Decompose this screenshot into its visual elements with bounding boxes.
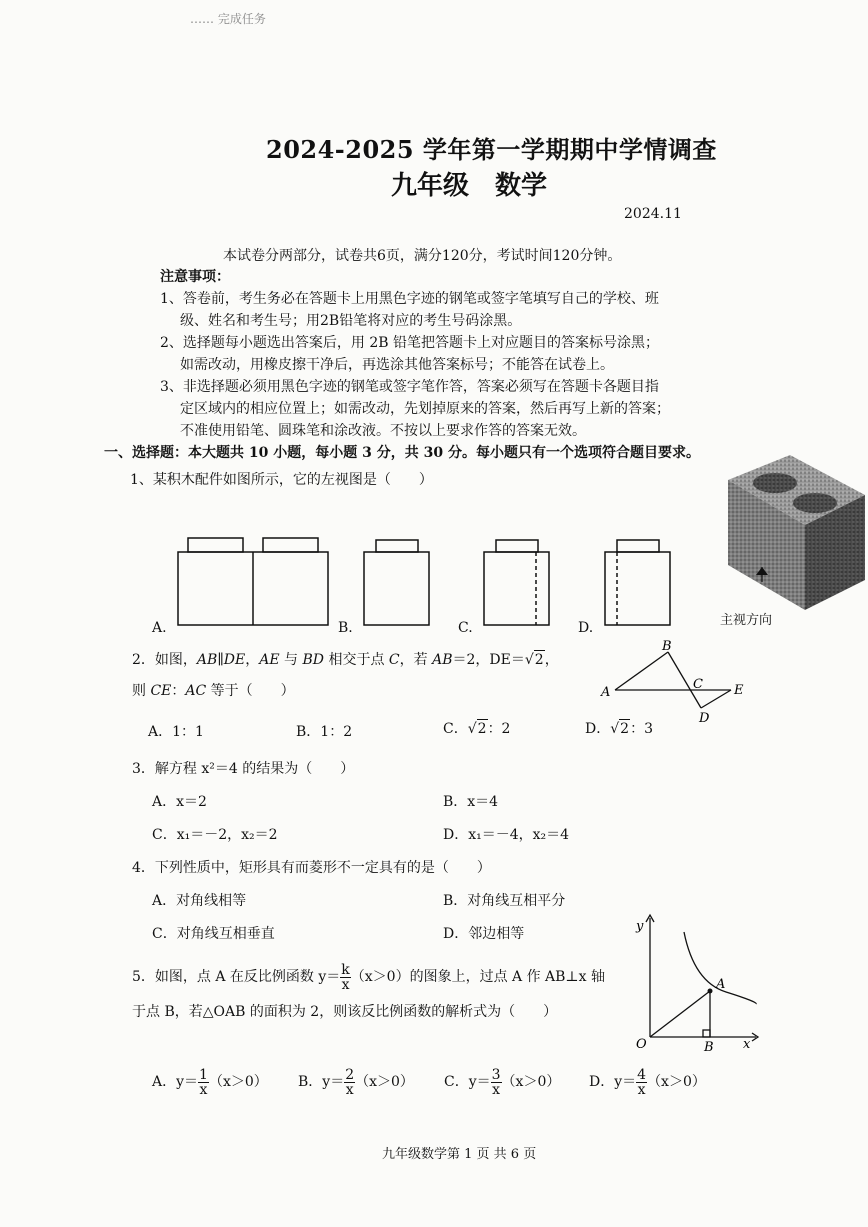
q2-option-d-sqrt: 2: [620, 721, 630, 737]
q5-option-b-prefix: B．y＝: [298, 1074, 345, 1090]
notice-heading: 注意事项：: [160, 269, 230, 285]
q2-stem-part: ，若: [399, 652, 433, 668]
q5-option-b-denominator: x: [345, 1081, 354, 1098]
q1-direction-label: 主视方向: [720, 613, 773, 628]
q5-fraction-denominator: x: [341, 976, 350, 993]
q4-option-a: A．对角线相等: [152, 893, 247, 909]
q5-stem-suffix: 的图象上，过点 A 作 AB⊥x 轴: [409, 969, 605, 985]
q2-stem-part: BD: [302, 652, 324, 668]
q5-option-d-fraction: [636, 1068, 647, 1097]
q2-stem-part: 等于（ ）: [206, 683, 295, 699]
q2-stem-part: AB∥DE: [196, 652, 246, 668]
q2-option-b: B．1：2: [296, 724, 353, 740]
q1-figure-b: [364, 540, 429, 625]
q5-option-b: [298, 1064, 414, 1100]
q3-option-c: C．x₁＝－2，x₂＝2: [152, 827, 278, 843]
q2-option-d: D．√2：3: [585, 721, 653, 737]
q5-label-x: x: [743, 1037, 751, 1052]
notice-line: 3、非选择题必须用黑色字迹的钢笔或签字笔作答，答案必须写在答题卡各题目指: [160, 379, 659, 395]
q3-option-d: D．x₁＝－4，x₂＝4: [443, 827, 570, 843]
q5-option-c-numerator: 3: [491, 1066, 501, 1083]
q1-option-d-label: D.: [578, 620, 594, 636]
notice-line: 2、选择题每小题选出答案后，用 2B 铅笔把答题卡上对应题目的答案标号涂黑；: [160, 335, 660, 351]
header-faint-text: …… 完成任务: [190, 12, 266, 26]
page-footer: 九年级数学第 1 页 共 6 页: [382, 1147, 537, 1162]
q5-figure: [606, 912, 766, 1052]
q4-stem: 4．下列性质中，矩形具有而菱形不一定具有的是（ ）: [132, 860, 491, 876]
q5-label-a: A: [716, 977, 726, 992]
notice-line: 1、答卷前，考生务必在答题卡上用黑色字迹的钢笔或签字笔填写自己的学校、班: [160, 291, 659, 307]
notice-line: 如需改动，用橡皮擦干净后，再选涂其他答案标号；不能答在试卷上。: [180, 357, 614, 373]
q2-stem-part: AC: [185, 683, 207, 699]
q5-option-d-denominator: x: [637, 1081, 646, 1098]
q5-option-a: [152, 1064, 268, 1100]
q2-stem-part: C: [388, 652, 400, 668]
q5-option-a-fraction: [198, 1068, 209, 1097]
q2-option-d-suffix: ：3: [630, 721, 653, 737]
exam-title: 2024-2025 学年第一学期期中学情调查: [266, 135, 717, 164]
q5-option-a-condition: （x＞0）: [208, 1074, 268, 1090]
q5-option-a-prefix: A．y＝: [152, 1074, 199, 1090]
q5-option-d-prefix: D．y＝: [589, 1074, 637, 1090]
q2-sqrt-value: 2: [534, 652, 544, 668]
q5-option-a-numerator: 1: [199, 1066, 208, 1083]
section-heading: 一、选择题：本大题共 10 小题，每小题 3 分，共 30 分。每小题只有一个选项符合题目要求。: [104, 445, 700, 461]
q1-figure-a: [178, 538, 328, 625]
q5-stem-prefix: 5．如图，点 A 在反比例函数 y＝: [132, 969, 341, 985]
q5-fraction-numerator: k: [341, 961, 350, 978]
q2-stem-part: 2．如图，: [132, 652, 197, 668]
q2-stem-part: ，: [544, 652, 559, 668]
q2-option-c: C．√2：2: [443, 721, 511, 737]
q2-option-c-sqrt: 2: [477, 721, 487, 737]
q1-option-b-label: B.: [338, 620, 353, 636]
q4-option-d: D．邻边相等: [443, 926, 525, 942]
exam-intro: 本试卷分两部分，试卷共6页，满分120分，考试时间120分钟。: [223, 248, 622, 264]
q5-point-a: [708, 989, 713, 994]
exam-date: 2024.11: [624, 206, 682, 222]
q2-figure: [595, 638, 755, 726]
q1-figure-c: [484, 540, 549, 625]
q5-label-b: B: [704, 1040, 714, 1052]
notice-line: 不准使用铅笔、圆珠笔和涂改液。不按以上要求作答的答案无效。: [180, 423, 586, 439]
q2-stem-part: AB: [432, 652, 453, 668]
q5-option-c-denominator: x: [492, 1081, 501, 1098]
q1-figure-d: [605, 540, 670, 625]
q1-block-photo: [720, 455, 868, 610]
q5-option-d-numerator: 4: [637, 1066, 647, 1083]
q2-stem-part: 与: [279, 652, 303, 668]
q2-label-b: B: [662, 639, 672, 654]
q4-option-b: B．对角线互相平分: [443, 893, 566, 909]
q5-option-a-denominator: x: [199, 1081, 208, 1098]
q4-option-c: C．对角线互相垂直: [152, 926, 275, 942]
q2-option-a: A．1：1: [148, 724, 204, 740]
q1-option-c-label: C.: [458, 620, 473, 636]
q1-option-a-label: A.: [152, 620, 167, 636]
q2-stem-part: ＝2，DE＝: [452, 652, 525, 668]
q2-stem: 2．如图，AB∥DE，AE 与 BD 相交于点 C，若 AB＝2，DE＝√2，: [132, 652, 559, 668]
q5-option-d-condition: （x＞0）: [647, 1074, 706, 1090]
q5-option-d: [589, 1064, 706, 1100]
q5-option-c-prefix: C．y＝: [444, 1074, 491, 1090]
notice-line: 定区域内的相应位置上；如需改动，先划掉原来的答案，然后再写上新的答案；: [180, 401, 670, 417]
q5-stem: [132, 960, 605, 994]
q5-option-b-condition: （x＞0）: [355, 1074, 414, 1090]
q5-stem-line2: 于点 B，若△OAB 的面积为 2，则该反比例函数的解析式为（ ）: [132, 1004, 558, 1020]
q2-stem-part: 则: [132, 683, 151, 699]
q5-option-c-condition: （x＞0）: [501, 1074, 561, 1090]
q2-option-d-prefix: D．: [585, 721, 611, 737]
q5-label-y: y: [636, 919, 644, 934]
q1-stem: 1、某积木配件如图所示，它的左视图是（ ）: [130, 472, 433, 488]
q1-option-figures: [150, 530, 680, 635]
q2-label-d: D: [699, 711, 710, 726]
q2-stem-part: AE: [259, 652, 280, 668]
q2-option-c-suffix: ：2: [487, 721, 511, 737]
notice-line: 级、姓名和考生号；用2B铅笔将对应的考生号码涂黑。: [180, 313, 522, 329]
q5-label-o: O: [636, 1037, 647, 1052]
q2-stem-line2: [132, 682, 295, 700]
q5-option-c: [444, 1064, 560, 1100]
exam-subtitle: 九年级 数学: [391, 171, 548, 201]
q5-option-c-fraction: [491, 1068, 502, 1097]
q2-option-c-prefix: C．: [443, 721, 468, 737]
q2-label-c: C: [693, 677, 703, 692]
q2-label-a: A: [601, 685, 611, 700]
q2-label-e: E: [734, 683, 744, 698]
q5-option-b-fraction: [344, 1068, 355, 1097]
q2-stem-part: 相交于点: [324, 652, 389, 668]
q3-option-b: B．x＝4: [443, 794, 499, 810]
q3-option-a: A．x＝2: [152, 794, 207, 810]
q3-stem: 3．解方程 x²＝4 的结果为（ ）: [132, 761, 355, 777]
q2-stem-part: CE: [150, 683, 172, 699]
q5-fraction-k-over-x: [340, 963, 350, 992]
q5-option-b-numerator: 2: [345, 1066, 355, 1083]
q2-stem-part: ，: [245, 652, 260, 668]
q2-stem-part: ：: [171, 683, 186, 699]
q5-condition: （x＞0）: [350, 969, 410, 985]
